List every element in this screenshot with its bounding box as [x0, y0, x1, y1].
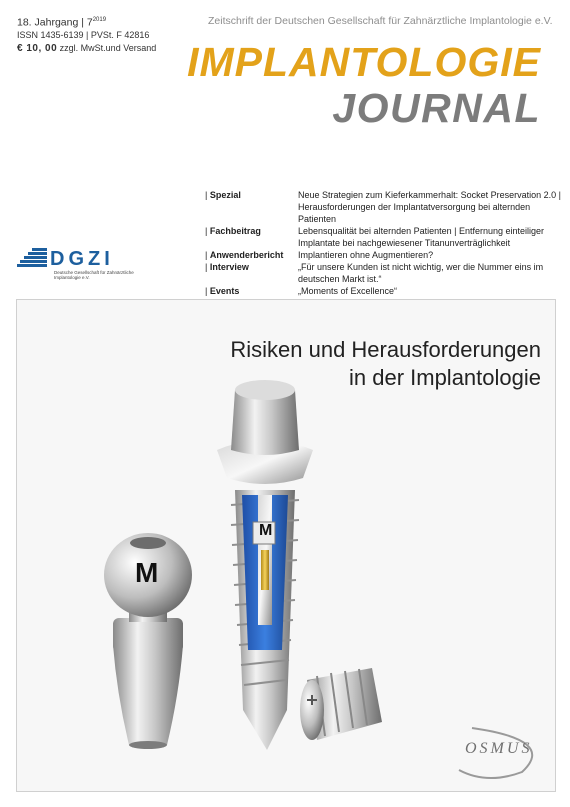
toc-category: Spezial: [209, 190, 241, 200]
toc-text: „Für unsere Kunden ist nicht wichtig, wer die Nummer eins im deutschen Markt ist.“: [298, 262, 544, 284]
ad-headline: [230, 336, 541, 392]
price: € 10, 00: [17, 42, 58, 54]
small-implant: [300, 668, 382, 740]
central-implant: [217, 380, 313, 750]
dgzi-stripes-icon: [17, 248, 49, 270]
toc-item: | Spezial Neue Strategien zum Kieferkammerhalt: Socket Preservation 2.0 | Herausforderungen der Implantatversorgung bei alternden Patienten: [205, 189, 563, 225]
toc-item: | Events „Moments of Excellence“: [205, 285, 563, 297]
ad-headline-line2: in der Implantologie: [348, 365, 541, 390]
toc-item: | Anwenderbericht Implantieren ohne Augmentieren?: [205, 249, 563, 261]
ad-headline-line1: Risiken und Herausforderungen: [230, 337, 541, 362]
journal-title-line1: IMPLANTOLOGIE: [187, 39, 541, 85]
toc-text: Lebensqualität bei alternden Patienten | Entfernung einteiliger Implantate bei nachgewiesener Titanunverträglichkeit: [298, 226, 545, 248]
journal-title-line2: JOURNAL: [332, 85, 541, 131]
tagline: Zeitschrift der Deutschen Gesellschaft für Zahnärztliche Implantologie e.V.: [208, 15, 553, 27]
brand-logo: OSMUS: [465, 740, 533, 757]
toc-category: Interview: [209, 262, 249, 272]
issue-meta: [17, 14, 156, 55]
ball-abutment-letter: M: [135, 557, 159, 588]
edition-year: 2019: [92, 17, 107, 23]
implant-letter: M: [259, 522, 273, 539]
dgzi-logo: [17, 248, 134, 284]
toc-category: Anwenderbericht: [209, 250, 284, 260]
toc-text: „Moments of Excellence“: [298, 286, 398, 296]
table-of-contents: [205, 189, 563, 297]
advertisement: [16, 299, 556, 792]
toc-item: | Fachbeitrag Lebensqualität bei alternden Patienten | Entfernung einteiliger Implantate bei nachgewiesener Titanunverträglichkeit: [205, 225, 563, 249]
dgzi-subtitle: Deutsche Gesellschaft für Zahnärztliche Implantologie e.V.: [54, 270, 134, 280]
toc-text: Neue Strategien zum Kieferkammerhalt: Socket Preservation 2.0 | Herausforderungen der Implantatversorgung bei alternden Patienten: [298, 190, 561, 224]
toc-item: | Interview „Für unsere Kunden ist nicht wichtig, wer die Nummer eins im deutschen Markt ist.“: [205, 261, 563, 285]
price-note: zzgl. MwSt.und Versand: [59, 42, 157, 53]
edition: 18. Jahrgang | 7: [17, 16, 93, 29]
price-line: [17, 42, 156, 55]
dgzi-wordmark: DGZI: [50, 248, 114, 270]
edition-line: [17, 14, 156, 29]
issn: ISSN 1435-6139 | PVSt. F 42816: [17, 29, 150, 40]
toc-text: Implantieren ohne Augmentieren?: [298, 250, 434, 260]
toc-category: Events: [209, 286, 240, 296]
toc-category: Fachbeitrag: [209, 226, 261, 236]
